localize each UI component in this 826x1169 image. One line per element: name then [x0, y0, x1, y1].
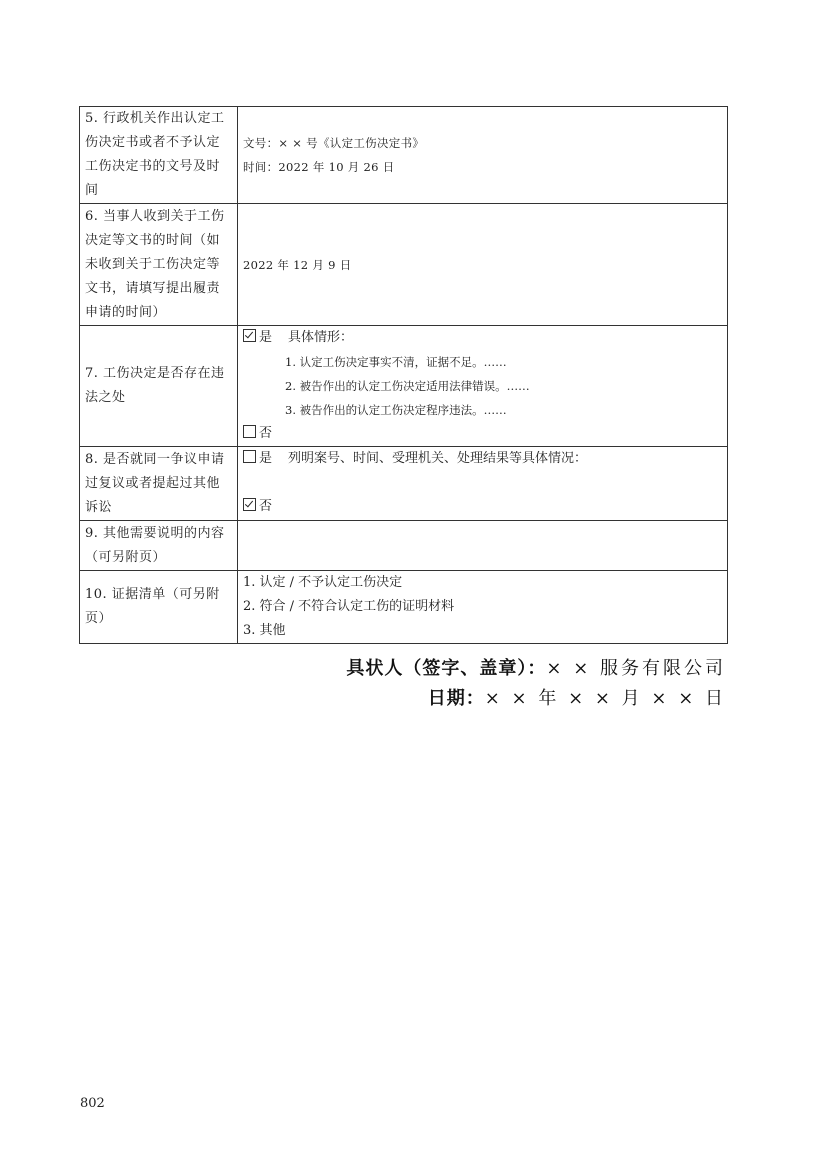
- evidence-item: 1. 认定 / 不予认定工伤决定: [243, 575, 403, 590]
- violation-item: 1. 认定工伤决定事实不清，证据不足。……: [285, 355, 507, 369]
- no-option: [243, 495, 723, 519]
- date-line: [428, 684, 726, 710]
- row-content: [238, 107, 728, 204]
- form-row-7: [80, 326, 728, 447]
- signature-line: [346, 654, 726, 680]
- violation-item: 2. 被告作出的认定工伤决定适用法律错误。……: [285, 379, 530, 393]
- received-date: 2022 年 12 月 9 日: [238, 204, 728, 326]
- checked-checkbox-icon[interactable]: [243, 498, 256, 511]
- date-value: × × 年 × × 月 × × 日: [484, 688, 726, 709]
- no-label: 否: [259, 499, 273, 514]
- row-content: [238, 326, 728, 447]
- unchecked-checkbox-icon[interactable]: [243, 450, 256, 463]
- yes-label: 是: [259, 330, 273, 345]
- complaint-form-table: [79, 106, 728, 644]
- yes-option: [243, 447, 723, 471]
- yes-label: 是: [259, 451, 273, 466]
- detail-label: 具体情形：: [288, 330, 354, 345]
- no-label: 否: [259, 426, 273, 441]
- evidence-item: 3. 其他: [243, 623, 286, 638]
- signature-value: × × 服务有限公司: [546, 658, 726, 679]
- form-row-8: [80, 447, 728, 521]
- form-row-5: [80, 107, 728, 204]
- row-content: [238, 571, 728, 644]
- document-number: 文号：× × 号《认定工伤决定书》: [243, 136, 425, 150]
- other-notes-value: [238, 521, 728, 571]
- yes-detail: 列明案号、时间、受理机关、处理结果等具体情况：: [288, 451, 588, 466]
- row-label: 6. 当事人收到关于工伤决定等文书的时间（如未收到关于工伤决定等文书，请填写提出履责申请的时间）: [80, 204, 238, 326]
- row-content: [238, 447, 728, 521]
- checked-checkbox-icon[interactable]: [243, 329, 256, 342]
- page-number: 802: [80, 1096, 105, 1111]
- date-label: 日期：: [427, 688, 485, 709]
- evidence-item: 2. 符合 / 不符合认定工伤的证明材料: [243, 599, 455, 614]
- signature-label: 具状人（签字、盖章）：: [346, 658, 547, 679]
- unchecked-checkbox-icon[interactable]: [243, 425, 256, 438]
- row-label: 7. 工伤决定是否存在违法之处: [80, 326, 238, 447]
- no-option: [243, 422, 723, 446]
- yes-option: [243, 326, 723, 350]
- row-label: 10. 证据清单（可另附页）: [80, 571, 238, 644]
- row-label: 9. 其他需要说明的内容（可另附页）: [80, 521, 238, 571]
- form-row-10: [80, 571, 728, 644]
- form-row-9: [80, 521, 728, 571]
- row-label: 8. 是否就同一争议申请过复议或者提起过其他诉讼: [80, 447, 238, 521]
- form-row-6: [80, 204, 728, 326]
- violation-item: 3. 被告作出的认定工伤决定程序违法。……: [285, 403, 507, 417]
- row-label: 5. 行政机关作出认定工伤决定书或者不予认定工伤决定书的文号及时间: [80, 107, 238, 204]
- document-time: 时间：2022 年 10 月 26 日: [243, 160, 395, 174]
